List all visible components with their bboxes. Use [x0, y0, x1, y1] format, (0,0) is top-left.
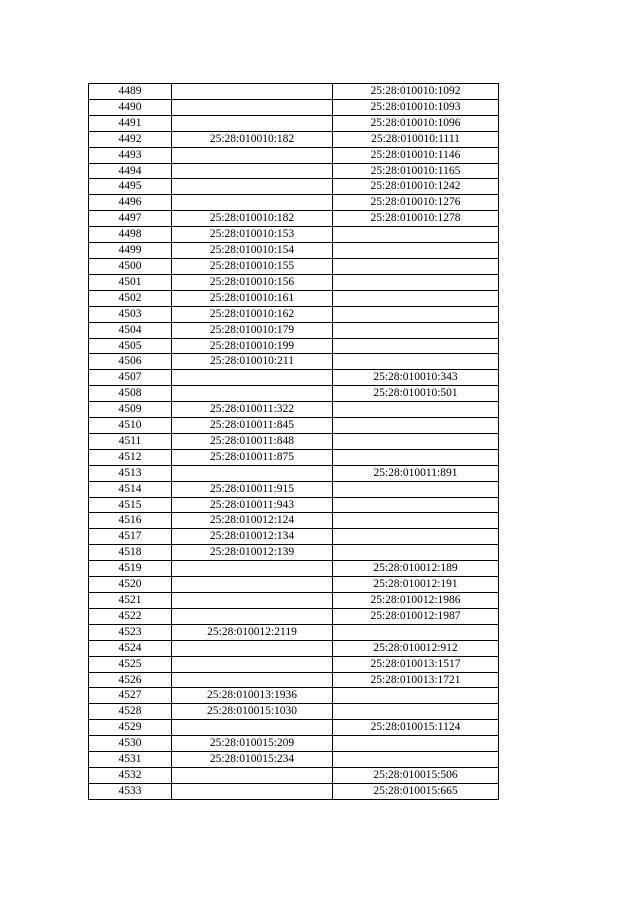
row-number-cell: 4533: [89, 783, 172, 799]
cadastral-number-cell: [172, 370, 333, 386]
table-row: [89, 163, 499, 179]
cadastral-number-cell: [333, 243, 499, 259]
table-row: [89, 290, 499, 306]
cadastral-number-cell: 25:28:010010:1092: [333, 84, 499, 100]
cadastral-number-cell: 25:28:010010:1165: [333, 163, 499, 179]
table-row: [89, 179, 499, 195]
row-number-cell: 4514: [89, 481, 172, 497]
row-number-cell: 4508: [89, 386, 172, 402]
table-row: [89, 418, 499, 434]
cadastral-number-cell: 25:28:010010:343: [333, 370, 499, 386]
cadastral-number-cell: [333, 354, 499, 370]
table-row: [89, 84, 499, 100]
cadastral-number-cell: 25:28:010010:154: [172, 243, 333, 259]
cadastral-number-cell: [172, 656, 333, 672]
cadastral-number-cell: 25:28:010015:506: [333, 767, 499, 783]
cadastral-number-cell: 25:28:010012:1986: [333, 593, 499, 609]
cadastral-number-table: [88, 83, 499, 800]
cadastral-number-cell: [333, 433, 499, 449]
table-row: [89, 147, 499, 163]
table-body: [89, 84, 499, 800]
cadastral-number-cell: [172, 577, 333, 593]
cadastral-number-cell: 25:28:010012:134: [172, 529, 333, 545]
row-number-cell: 4501: [89, 274, 172, 290]
cadastral-number-cell: [333, 545, 499, 561]
table-row: [89, 195, 499, 211]
table-row: [89, 465, 499, 481]
table-row: [89, 258, 499, 274]
cadastral-number-cell: 25:28:010010:156: [172, 274, 333, 290]
row-number-cell: 4496: [89, 195, 172, 211]
cadastral-number-cell: [172, 147, 333, 163]
cadastral-number-cell: [333, 481, 499, 497]
cadastral-number-cell: 25:28:010015:1124: [333, 720, 499, 736]
cadastral-number-cell: 25:28:010010:1276: [333, 195, 499, 211]
cadastral-number-cell: 25:28:010010:1242: [333, 179, 499, 195]
cadastral-number-cell: [172, 672, 333, 688]
table-row: [89, 115, 499, 131]
table-row: [89, 640, 499, 656]
cadastral-number-cell: [172, 179, 333, 195]
row-number-cell: 4503: [89, 306, 172, 322]
row-number-cell: 4507: [89, 370, 172, 386]
table-row: [89, 783, 499, 799]
row-number-cell: 4513: [89, 465, 172, 481]
table-row: [89, 449, 499, 465]
cadastral-number-cell: [172, 720, 333, 736]
cadastral-number-cell: 25:28:010015:209: [172, 736, 333, 752]
cadastral-number-cell: 25:28:010015:665: [333, 783, 499, 799]
cadastral-number-cell: 25:28:010011:848: [172, 433, 333, 449]
table-row: [89, 131, 499, 147]
cadastral-number-cell: 25:28:010010:162: [172, 306, 333, 322]
table-row: [89, 593, 499, 609]
cadastral-number-cell: [333, 306, 499, 322]
cadastral-number-cell: [172, 163, 333, 179]
table-row: [89, 99, 499, 115]
table-row: [89, 370, 499, 386]
table-row: [89, 338, 499, 354]
table-row: [89, 529, 499, 545]
row-number-cell: 4530: [89, 736, 172, 752]
row-number-cell: 4489: [89, 84, 172, 100]
cadastral-number-cell: 25:28:010011:845: [172, 418, 333, 434]
row-number-cell: 4510: [89, 418, 172, 434]
table-row: [89, 767, 499, 783]
row-number-cell: 4500: [89, 258, 172, 274]
row-number-cell: 4497: [89, 211, 172, 227]
row-number-cell: 4504: [89, 322, 172, 338]
cadastral-number-cell: 25:28:010010:211: [172, 354, 333, 370]
row-number-cell: 4517: [89, 529, 172, 545]
cadastral-number-cell: [172, 115, 333, 131]
cadastral-number-cell: 25:28:010010:182: [172, 211, 333, 227]
cadastral-number-cell: [172, 195, 333, 211]
row-number-cell: 4523: [89, 624, 172, 640]
row-number-cell: 4511: [89, 433, 172, 449]
cadastral-number-cell: [333, 704, 499, 720]
row-number-cell: 4512: [89, 449, 172, 465]
row-number-cell: 4493: [89, 147, 172, 163]
row-number-cell: 4520: [89, 577, 172, 593]
cadastral-number-cell: [333, 290, 499, 306]
cadastral-number-cell: 25:28:010012:139: [172, 545, 333, 561]
row-number-cell: 4519: [89, 561, 172, 577]
row-number-cell: 4494: [89, 163, 172, 179]
table-row: [89, 752, 499, 768]
table-row: [89, 688, 499, 704]
cadastral-number-cell: 25:28:010011:322: [172, 402, 333, 418]
cadastral-number-cell: 25:28:010013:1517: [333, 656, 499, 672]
row-number-cell: 4515: [89, 497, 172, 513]
table-row: [89, 386, 499, 402]
cadastral-number-cell: 25:28:010011:943: [172, 497, 333, 513]
table-row: [89, 656, 499, 672]
table-row: [89, 624, 499, 640]
table-row: [89, 354, 499, 370]
cadastral-number-cell: 25:28:010012:191: [333, 577, 499, 593]
cadastral-number-cell: [333, 402, 499, 418]
table-row: [89, 561, 499, 577]
row-number-cell: 4529: [89, 720, 172, 736]
cadastral-number-cell: [333, 736, 499, 752]
table-row: [89, 227, 499, 243]
cadastral-number-cell: [172, 386, 333, 402]
table-row: [89, 672, 499, 688]
table-row: [89, 274, 499, 290]
cadastral-number-cell: 25:28:010010:153: [172, 227, 333, 243]
row-number-cell: 4499: [89, 243, 172, 259]
row-number-cell: 4531: [89, 752, 172, 768]
cadastral-number-cell: [333, 258, 499, 274]
row-number-cell: 4502: [89, 290, 172, 306]
cadastral-number-cell: [333, 624, 499, 640]
cadastral-number-cell: [333, 529, 499, 545]
cadastral-number-cell: 25:28:010013:1721: [333, 672, 499, 688]
cadastral-number-cell: 25:28:010010:155: [172, 258, 333, 274]
cadastral-number-cell: 25:28:010012:2119: [172, 624, 333, 640]
cadastral-number-cell: [172, 783, 333, 799]
row-number-cell: 4490: [89, 99, 172, 115]
cadastral-number-cell: 25:28:010010:1093: [333, 99, 499, 115]
cadastral-number-cell: [333, 322, 499, 338]
table-row: [89, 306, 499, 322]
table-row: [89, 402, 499, 418]
table-row: [89, 243, 499, 259]
table-row: [89, 545, 499, 561]
cadastral-number-cell: [172, 465, 333, 481]
table-row: [89, 513, 499, 529]
table-row: [89, 704, 499, 720]
cadastral-number-cell: 25:28:010010:179: [172, 322, 333, 338]
cadastral-number-cell: 25:28:010011:915: [172, 481, 333, 497]
table-row: [89, 497, 499, 513]
cadastral-number-cell: 25:28:010011:891: [333, 465, 499, 481]
row-number-cell: 4525: [89, 656, 172, 672]
cadastral-number-cell: 25:28:010013:1936: [172, 688, 333, 704]
row-number-cell: 4522: [89, 608, 172, 624]
cadastral-number-cell: 25:28:010011:875: [172, 449, 333, 465]
row-number-cell: 4516: [89, 513, 172, 529]
table-row: [89, 736, 499, 752]
row-number-cell: 4491: [89, 115, 172, 131]
cadastral-number-cell: [172, 84, 333, 100]
row-number-cell: 4524: [89, 640, 172, 656]
row-number-cell: 4518: [89, 545, 172, 561]
table-row: [89, 608, 499, 624]
row-number-cell: 4505: [89, 338, 172, 354]
row-number-cell: 4526: [89, 672, 172, 688]
row-number-cell: 4498: [89, 227, 172, 243]
cadastral-number-cell: [172, 767, 333, 783]
cadastral-number-cell: 25:28:010010:199: [172, 338, 333, 354]
row-number-cell: 4532: [89, 767, 172, 783]
cadastral-number-cell: 25:28:010012:1987: [333, 608, 499, 624]
table-row: [89, 322, 499, 338]
row-number-cell: 4527: [89, 688, 172, 704]
cadastral-number-cell: [172, 640, 333, 656]
cadastral-number-cell: [172, 99, 333, 115]
row-number-cell: 4521: [89, 593, 172, 609]
cadastral-number-cell: [333, 274, 499, 290]
row-number-cell: 4528: [89, 704, 172, 720]
cadastral-number-cell: 25:28:010015:234: [172, 752, 333, 768]
row-number-cell: 4509: [89, 402, 172, 418]
cadastral-number-cell: 25:28:010010:1278: [333, 211, 499, 227]
cadastral-number-cell: [333, 513, 499, 529]
table-row: [89, 211, 499, 227]
cadastral-number-cell: [333, 449, 499, 465]
row-number-cell: 4506: [89, 354, 172, 370]
cadastral-number-cell: 25:28:010012:189: [333, 561, 499, 577]
row-number-cell: 4495: [89, 179, 172, 195]
cadastral-number-cell: 25:28:010012:912: [333, 640, 499, 656]
cadastral-number-cell: [333, 227, 499, 243]
cadastral-number-cell: 25:28:010015:1030: [172, 704, 333, 720]
table-row: [89, 481, 499, 497]
cadastral-number-cell: [333, 497, 499, 513]
cadastral-number-cell: 25:28:010010:161: [172, 290, 333, 306]
cadastral-number-cell: 25:28:010010:182: [172, 131, 333, 147]
cadastral-number-cell: 25:28:010012:124: [172, 513, 333, 529]
cadastral-number-cell: [172, 608, 333, 624]
cadastral-number-cell: [172, 561, 333, 577]
table-row: [89, 433, 499, 449]
cadastral-number-cell: 25:28:010010:501: [333, 386, 499, 402]
cadastral-number-cell: [172, 593, 333, 609]
table-row: [89, 720, 499, 736]
cadastral-number-cell: [333, 338, 499, 354]
cadastral-number-cell: [333, 752, 499, 768]
cadastral-number-cell: 25:28:010010:1146: [333, 147, 499, 163]
cadastral-number-cell: [333, 688, 499, 704]
cadastral-number-cell: 25:28:010010:1096: [333, 115, 499, 131]
table-row: [89, 577, 499, 593]
cadastral-number-cell: 25:28:010010:1111: [333, 131, 499, 147]
row-number-cell: 4492: [89, 131, 172, 147]
cadastral-number-cell: [333, 418, 499, 434]
